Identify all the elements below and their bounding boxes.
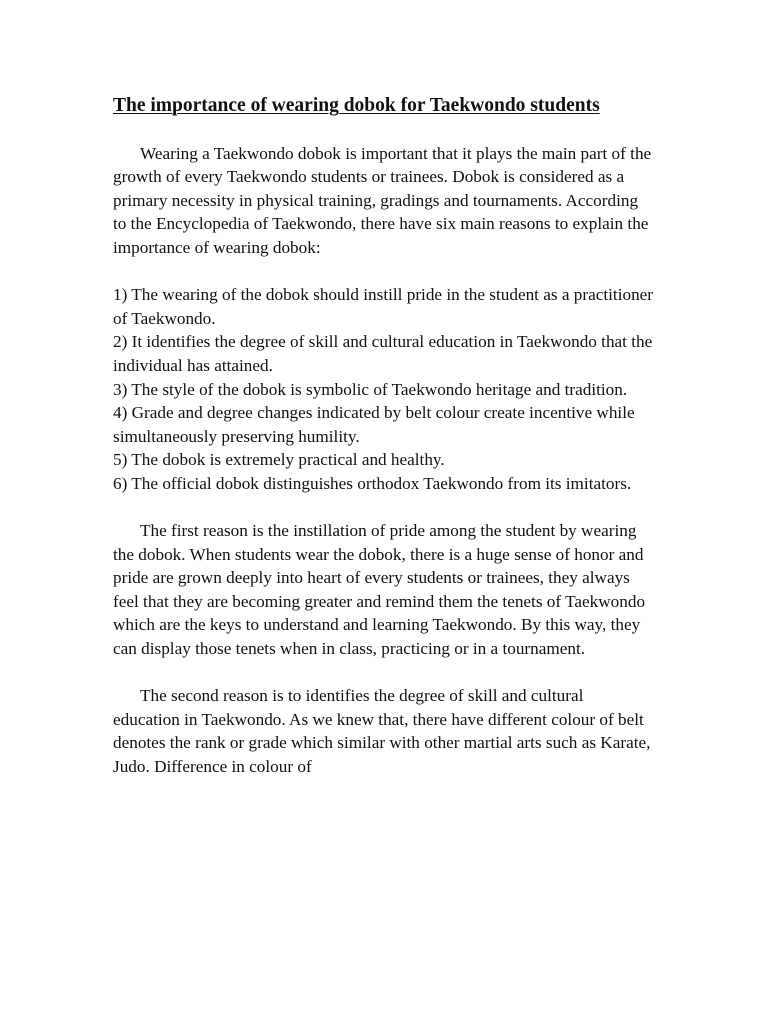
reasons-list [113,283,653,495]
list-item: 3) The style of the dobok is symbolic of Taekwondo heritage and tradition. [113,379,628,399]
intro-paragraph: Wearing a Taekwondo dobok is important that it plays the main part of the growth of every Taekwondo students or trainees. Dobok is considered as a primary necessity in physical training, gradings and tournaments. According to the Encyclopedia of Taekwondo, there have six main reasons to explain the importance of wearing dobok: [113,143,652,257]
list-item: 4) Grade and degree changes indicated by belt colour create incentive while simultaneously preserving humility. [113,403,635,446]
second-reason-paragraph: The second reason is to identifies the degree of skill and cultural education in Taekwondo. As we knew that, there have different colour of belt denotes the rank or grade which similar with other martial arts such as Karate, Judo. Difference in colour of [113,686,651,777]
list-item: 2) It identifies the degree of skill and cultural education in Taekwondo that the individual has attained. [113,332,653,375]
first-reason-paragraph: The first reason is the instillation of pride among the student by wearing the dobok. When students wear the dobok, there is a huge sense of honor and pride are grown deeply into heart of every students or trainees, they always feel that they are becoming greater and remind them the tenets of Taekwondo which are the keys to understand and learning Taekwondo. By this way, they can display those tenets when in class, practicing or in a tournament. [113,521,646,659]
list-item: 1) The wearing of the dobok should instill pride in the student as a practitioner of Taekwondo. [113,285,654,328]
document-page [113,93,653,802]
list-item: 5) The dobok is extremely practical and healthy. [113,450,445,470]
document-title: The importance of wearing dobok for Taekwondo students [113,95,600,116]
list-item: 6) The official dobok distinguishes orthodox Taekwondo from its imitators. [113,473,632,493]
